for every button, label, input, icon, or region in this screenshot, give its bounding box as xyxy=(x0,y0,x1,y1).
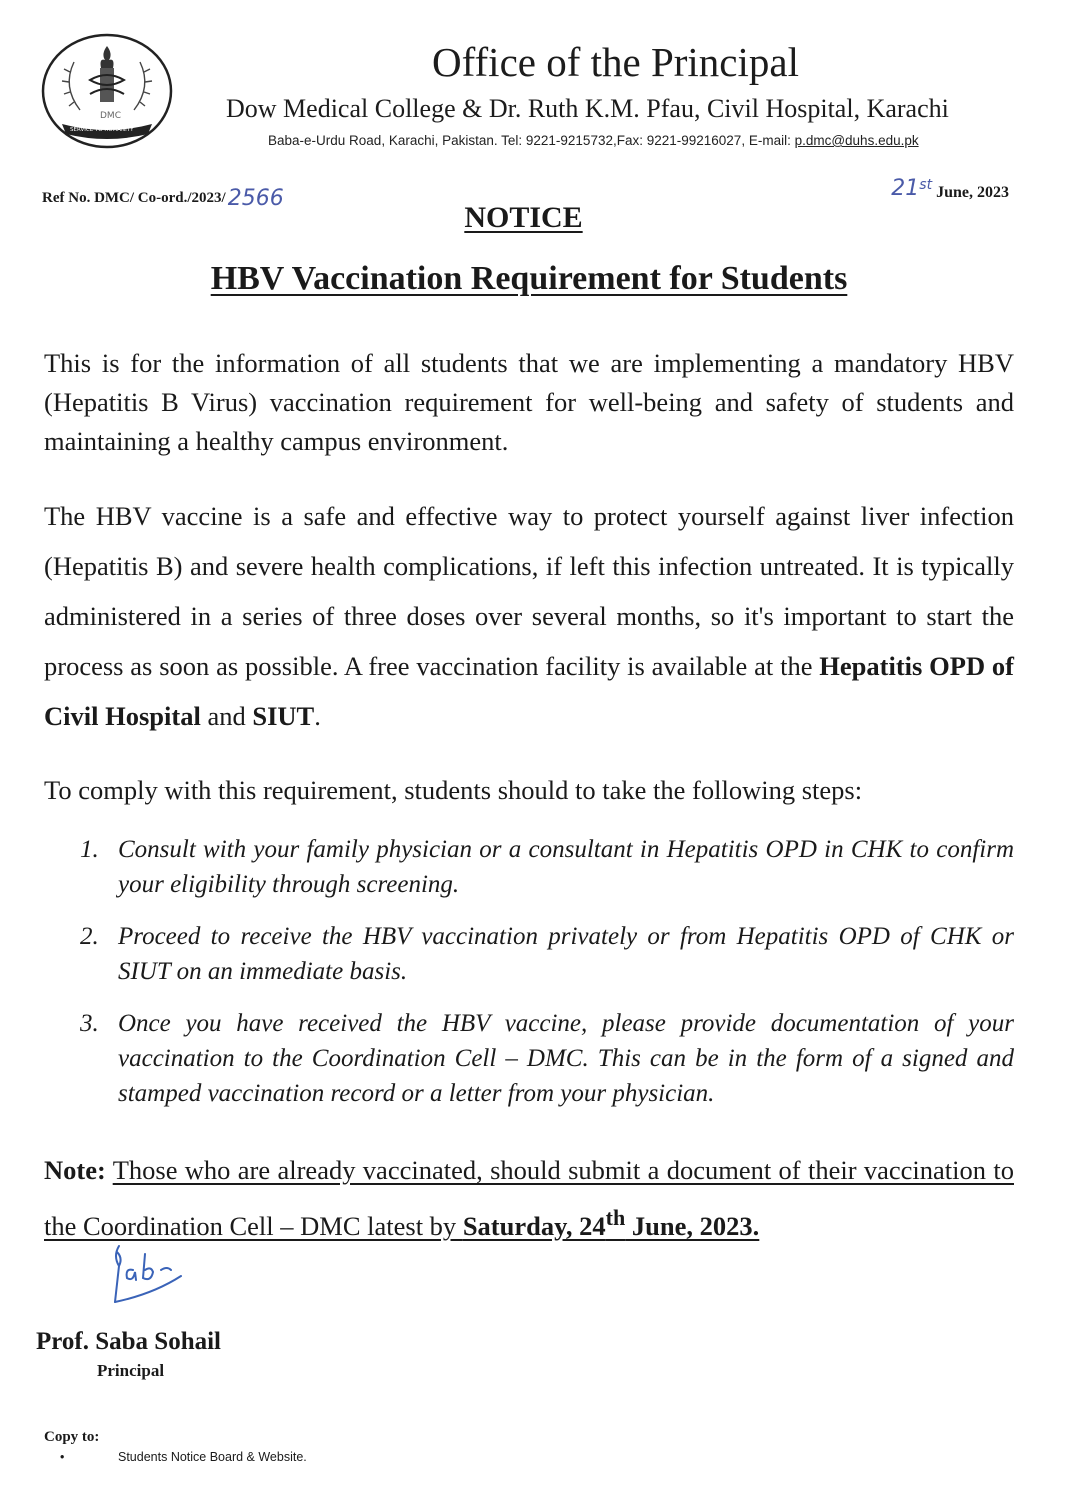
copy-to-label: Copy to: xyxy=(44,1429,100,1445)
paragraph2-and: and xyxy=(200,701,253,731)
paragraph2-end: . xyxy=(314,701,321,731)
paragraph2-text: The HBV vaccine is a safe and effective way to protect yourself against liver infection (Hepatitis B) and severe health complications, if left this infection untreated. It is typically administered in a series of three doses over several months, so it's important to start the process as soon as possible. A free vaccination facility is available at the xyxy=(44,501,1014,681)
notice-date xyxy=(891,178,1009,203)
step-text: Proceed to receive the HBV vaccination privately or from Hepatitis OPD of CHK or SIUT on an immediate basis. xyxy=(118,923,1014,985)
step-item xyxy=(80,1006,1014,1111)
deadline xyxy=(462,1205,760,1241)
institution-name: Dow Medical College & Dr. Ruth K.M. Pfau, Civil Hospital, Karachi xyxy=(226,94,949,123)
ref-number-handwritten: 2566 xyxy=(227,186,284,211)
email-link[interactable]: p.dmc@duhs.edu.pk xyxy=(794,133,919,148)
signatory-designation: Principal xyxy=(97,1361,165,1380)
note-label: Note: xyxy=(44,1155,106,1185)
step-number: 2. xyxy=(80,923,99,950)
paragraph-steps-intro: To comply with this requirement, students should to take the following steps: xyxy=(44,775,863,805)
bullet-icon: • xyxy=(60,1450,65,1464)
paragraph-vaccine-info xyxy=(44,491,1014,741)
step-text: Consult with your family physician or a consultant in Hepatitis OPD in CHK to confirm your eligibility through screening. xyxy=(118,836,1014,898)
notice-subject: HBV Vaccination Requirement for Students xyxy=(210,260,848,297)
handwritten-signature xyxy=(105,1240,195,1310)
date-rest: June, 2023 xyxy=(932,184,1009,201)
note-text xyxy=(44,1155,1014,1241)
logo-monogram: DMC xyxy=(100,111,121,121)
deadline-suffix: June, 2023. xyxy=(625,1210,760,1241)
logo-ribbon-text: SERVICE TO HUMANITY xyxy=(70,127,134,133)
note-body: Those who are already vaccinated, should submit a document of their vaccination to the Coordination Cell – DMC latest by xyxy=(44,1155,1014,1241)
step-number: 3. xyxy=(80,1010,99,1037)
step-item xyxy=(80,832,1014,902)
ref-prefix: Ref No. DMC/ Co-ord./2023/ xyxy=(42,190,226,206)
college-crest-logo xyxy=(40,32,174,150)
signatory-name: Prof. Saba Sohail xyxy=(36,1328,221,1355)
office-title: Office of the Principal xyxy=(432,39,799,85)
address-line xyxy=(268,133,919,148)
copy-to-item-text: Students Notice Board & Website. xyxy=(118,1450,307,1464)
step-number: 1. xyxy=(80,836,99,863)
date-suffix-handwritten: st xyxy=(919,176,933,193)
address-text: Baba-e-Urdu Road, Karachi, Pakistan. Tel: 9221-9215732,Fax: 9221-99216027, E-mail: xyxy=(268,133,795,148)
notice-heading: NOTICE xyxy=(464,201,583,234)
deadline-prefix: Saturday, 24 xyxy=(462,1210,606,1241)
note-paragraph xyxy=(44,1146,1014,1250)
step-text: Once you have received the HBV vaccine, please provide documentation of your vaccination to the Coordination Cell – DMC. This can be in the form of a signed and stamped vaccination record or a letter from your physician. xyxy=(118,1010,1014,1107)
date-day-handwritten: 21 xyxy=(891,176,920,201)
step-item xyxy=(80,919,1014,989)
deadline-sup: th xyxy=(605,1205,626,1230)
paragraph-intro: This is for the information of all students that we are implementing a mandatory HBV (Hepatitis B Virus) vaccination requirement for well-being and safety of students and maintaining a healthy campus environment. xyxy=(44,348,1014,456)
copy-to-item xyxy=(60,1450,307,1464)
steps-list xyxy=(80,832,1014,1128)
facility-civil-hospital: Hepatitis OPD of Civil Hospital xyxy=(44,651,1014,731)
facility-siut: SIUT xyxy=(252,701,315,731)
